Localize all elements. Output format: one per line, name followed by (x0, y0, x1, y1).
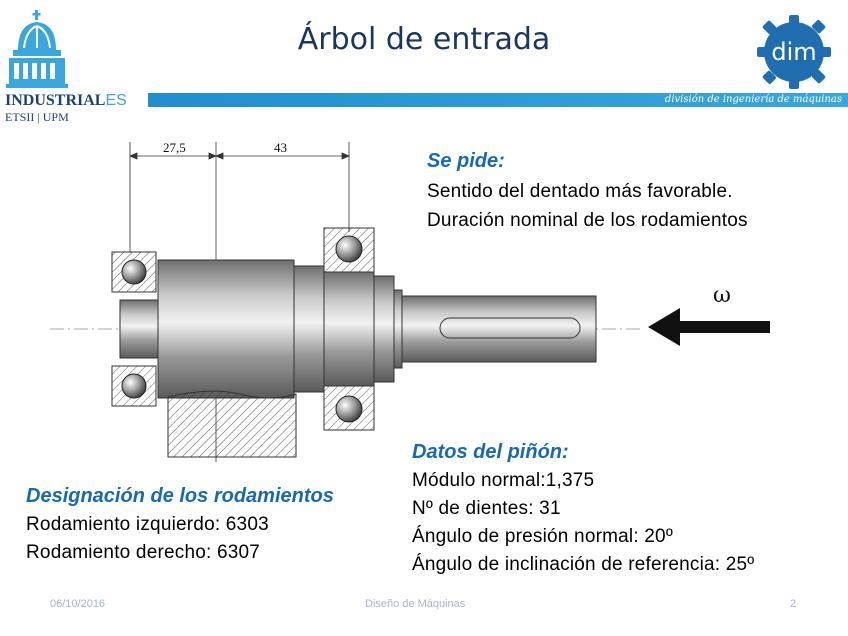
brand-wordmark: INDUSTRIALES (5, 92, 127, 109)
dimension-right: 43 (274, 140, 287, 155)
footer-date: 06/10/2016 (50, 598, 106, 610)
arrow-left-icon (648, 308, 770, 346)
rodamientos-line-2: Rodamiento derecho: 6307 (26, 542, 261, 563)
datos-line-1: Módulo normal:1,375 (412, 470, 595, 491)
rodamientos-line-1: Rodamiento izquierdo: 6303 (26, 514, 269, 535)
footer-page-number: 2 (790, 598, 797, 610)
footer-course: Diseño de Máquinas (365, 598, 466, 610)
datos-line-3: Ángulo de presión normal: 20º (412, 526, 673, 547)
datos-line-4: Ángulo de inclinación de referencia: 25º (412, 554, 755, 575)
dimension-left: 27,5 (163, 140, 186, 155)
dim-logo-icon (752, 12, 836, 92)
pide-line-1: Sentido del dentado más favorable. (427, 181, 733, 202)
datos-line-2: Nº de dientes: 31 (412, 498, 561, 519)
brand-subtitle: ETSII | UPM (5, 110, 69, 124)
housing-section (168, 391, 296, 457)
rodamientos-heading: Designación de los rodamientos (26, 485, 334, 507)
logo-text: dim (771, 38, 817, 66)
pide-line-2: Duración nominal de los rodamientos (427, 210, 748, 231)
slide-title: Árbol de entrada (297, 22, 551, 57)
band-caption: división de ingeniería de máquinas (664, 94, 842, 105)
omega-label: ω (713, 283, 731, 308)
datos-heading: Datos del piñón: (412, 441, 569, 463)
pide-heading: Se pide: (427, 150, 505, 172)
